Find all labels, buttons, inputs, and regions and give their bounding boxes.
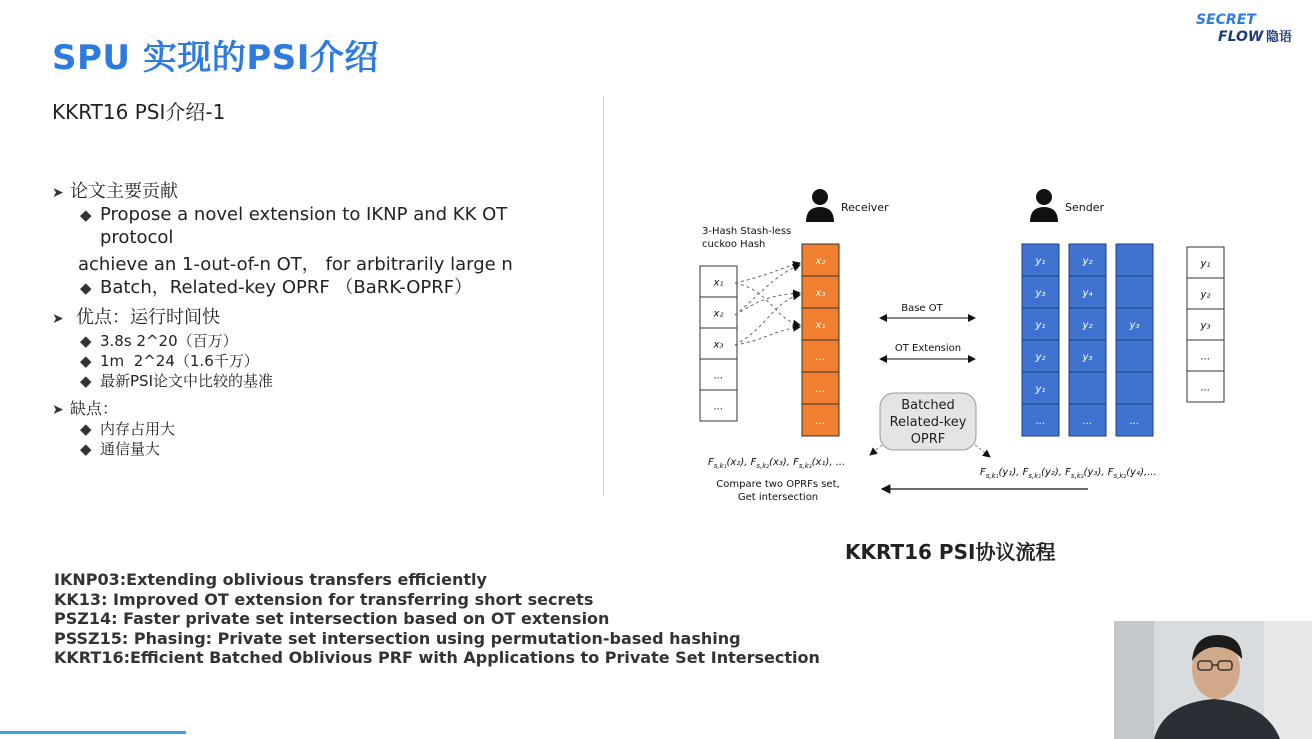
diamond-bullet-icon: ◆ (80, 206, 92, 224)
oprf-box-line1: Batched (901, 398, 955, 413)
compare-label-2: Get intersection (737, 492, 819, 503)
receiver-item-cell-label: ... (713, 370, 724, 382)
receiver-table-cell-label: ... (815, 352, 826, 363)
arrow-bullet-icon: ➤ (52, 185, 64, 201)
receiver-item-cell-label: ... (713, 401, 724, 413)
logo-text-yinyu: 隐语 (1266, 30, 1293, 45)
section-heading-advantages: ➤ 优点：运行时间快 (52, 307, 220, 328)
receiver-table-cell-label: x₁ (815, 320, 826, 331)
receiver-oprf-output: $F_{s,k_1}(x_2)$, $F_{s,k_2}(x_3)$, $F_{s,k_3}(x_1)$, ... (708, 457, 846, 470)
section-heading-disadvantages: ➤ 缺点： (52, 399, 119, 418)
reference-item: IKNP03:Extending oblivious transfers efficiently (54, 570, 487, 589)
receiver-table-cell-label: x₃ (815, 288, 826, 299)
presenter-webcam (1114, 621, 1312, 739)
reference-item: PSZ14: Faster private set intersection based on OT extension (54, 609, 610, 629)
reference-item: KKRT16:Efficient Batched Oblivious PRF with Applications to Private Set Intersection (54, 648, 820, 668)
sender-person-icon (1030, 189, 1058, 222)
compare-label-1: Compare two OPRFs set, (716, 479, 840, 490)
secretflow-logo (1192, 10, 1304, 46)
references-list (54, 570, 820, 668)
sender-col2-cell-label: y₃ (1082, 352, 1093, 363)
sender-col3-cell-label: y₃ (1129, 320, 1140, 331)
sender-items-list (1187, 247, 1224, 402)
sender-label: Sender (1065, 201, 1104, 214)
sender-hash-column-1 (1022, 244, 1059, 436)
section-heading-contributions: ➤ 论文主要贡献 (52, 181, 178, 202)
sender-oprf-output: $F_{s,k_1}(y_1)$, $F_{s,k_1}(y_2)$, $F_{s,k_2}(y_3)$, $F_{s,k_2}(y_4)$,... (980, 467, 1157, 480)
bullet-item-continued: protocol (100, 227, 174, 248)
logo-text-secret: SECRET (1196, 12, 1256, 28)
sender-item-cell-label: y₂ (1200, 289, 1211, 301)
bullet-item: ◆ 内存占用大 (80, 420, 176, 438)
sender-col3-cell (1116, 244, 1153, 276)
sender-col2-cell-label: y₂ (1082, 320, 1093, 331)
cuckoo-mapping-arrows (735, 263, 800, 345)
sender-col2-cell (1069, 372, 1106, 404)
reference-item: KK13: Improved OT extension for transferring short secrets (54, 589, 594, 609)
base-ot-label: Base OT (901, 303, 943, 314)
diamond-bullet-icon: ◆ (80, 279, 92, 297)
sender-col1-cell-label: ... (1035, 416, 1046, 427)
sender-item-cell-label: ... (1200, 382, 1211, 394)
receiver-hash-table (802, 244, 839, 436)
kkrt16-protocol-diagram (690, 180, 1250, 515)
sender-col2-cell-label: y₄ (1082, 288, 1093, 299)
sender-col1-cell-label: y₁ (1035, 384, 1046, 395)
oprf-box-line2: Related-key (889, 415, 967, 430)
vertical-divider (603, 96, 604, 496)
sender-item-cell-label: y₃ (1200, 320, 1211, 332)
bullet-item: ◆ 1m 2^24（1.6千万） (80, 352, 259, 370)
receiver-table-cell-label: x₂ (815, 256, 826, 267)
receiver-person-icon (806, 189, 834, 222)
receiver-table-cell-label: ... (815, 416, 826, 427)
bullet-item: ◆ 最新PSI论文中比较的基准 (80, 372, 273, 390)
slide-title: SPU 实现的PSI介绍 (52, 38, 379, 78)
bullet-item: ◆ Batch，Related-key OPRF （BaRK-OPRF） (80, 277, 473, 298)
sender-item-cell-label: ... (1200, 351, 1211, 363)
presenter-video-frame (1114, 621, 1312, 739)
oprf-to-sender-arrow (975, 445, 990, 457)
arrow-bullet-icon: ➤ (52, 402, 64, 418)
diamond-bullet-icon: ◆ (80, 332, 92, 350)
diagram-caption: KKRT16 PSI协议流程 (845, 540, 1056, 564)
sender-item-cell-label: y₁ (1200, 258, 1211, 270)
sender-col1-cell-label: y₃ (1035, 288, 1046, 299)
ot-extension-label: OT Extension (894, 343, 962, 354)
bullet-item: ◆ 3.8s 2^20（百万） (80, 332, 238, 350)
sender-hash-column-2 (1069, 244, 1106, 436)
sender-col2-cell-label: ... (1082, 416, 1093, 427)
diamond-bullet-icon: ◆ (80, 372, 92, 390)
diamond-bullet-icon: ◆ (80, 440, 92, 458)
receiver-item-cell-label: x₁ (713, 277, 724, 289)
sender-col3-cell-label: ... (1129, 416, 1140, 427)
receiver-item-cell-label: x₃ (713, 339, 724, 351)
sender-col3-cell (1116, 372, 1153, 404)
sender-hash-column-3 (1116, 244, 1153, 436)
sender-col3-cell (1116, 276, 1153, 308)
receiver-table-cell-label: ... (815, 384, 826, 395)
diamond-bullet-icon: ◆ (80, 420, 92, 438)
cuckoo-hash-label-2: cuckoo Hash (702, 239, 766, 250)
reference-item: PSSZ15: Phasing: Private set intersection using permutation-based hashing (54, 628, 741, 648)
logo-text-flow: FLOW (1218, 29, 1264, 45)
sender-col1-cell-label: y₁ (1035, 256, 1046, 267)
diamond-bullet-icon: ◆ (80, 352, 92, 370)
receiver-item-cell-label: x₂ (713, 308, 724, 320)
bullet-item-plain: achieve an 1-out-of-n OT， for arbitrarily large n (78, 254, 513, 275)
receiver-label: Receiver (841, 201, 889, 214)
sender-col1-cell-label: y₂ (1035, 352, 1046, 363)
bullet-item: ◆ 通信量大 (80, 440, 161, 458)
oprf-box-line3: OPRF (910, 432, 946, 447)
sender-col3-cell (1116, 340, 1153, 372)
oprf-to-receiver-arrow (870, 445, 882, 455)
sender-col2-cell-label: y₂ (1082, 256, 1093, 267)
arrow-bullet-icon: ➤ (52, 311, 64, 327)
sender-col1-cell-label: y₁ (1035, 320, 1046, 331)
slide-progress-bar (0, 731, 186, 734)
bullet-item: ◆ Propose a novel extension to IKNP and KK OT (80, 204, 508, 225)
cuckoo-hash-label: 3-Hash Stash-less (702, 226, 792, 237)
receiver-items-list (700, 266, 737, 421)
slide-subtitle: KKRT16 PSI介绍-1 (52, 100, 226, 124)
